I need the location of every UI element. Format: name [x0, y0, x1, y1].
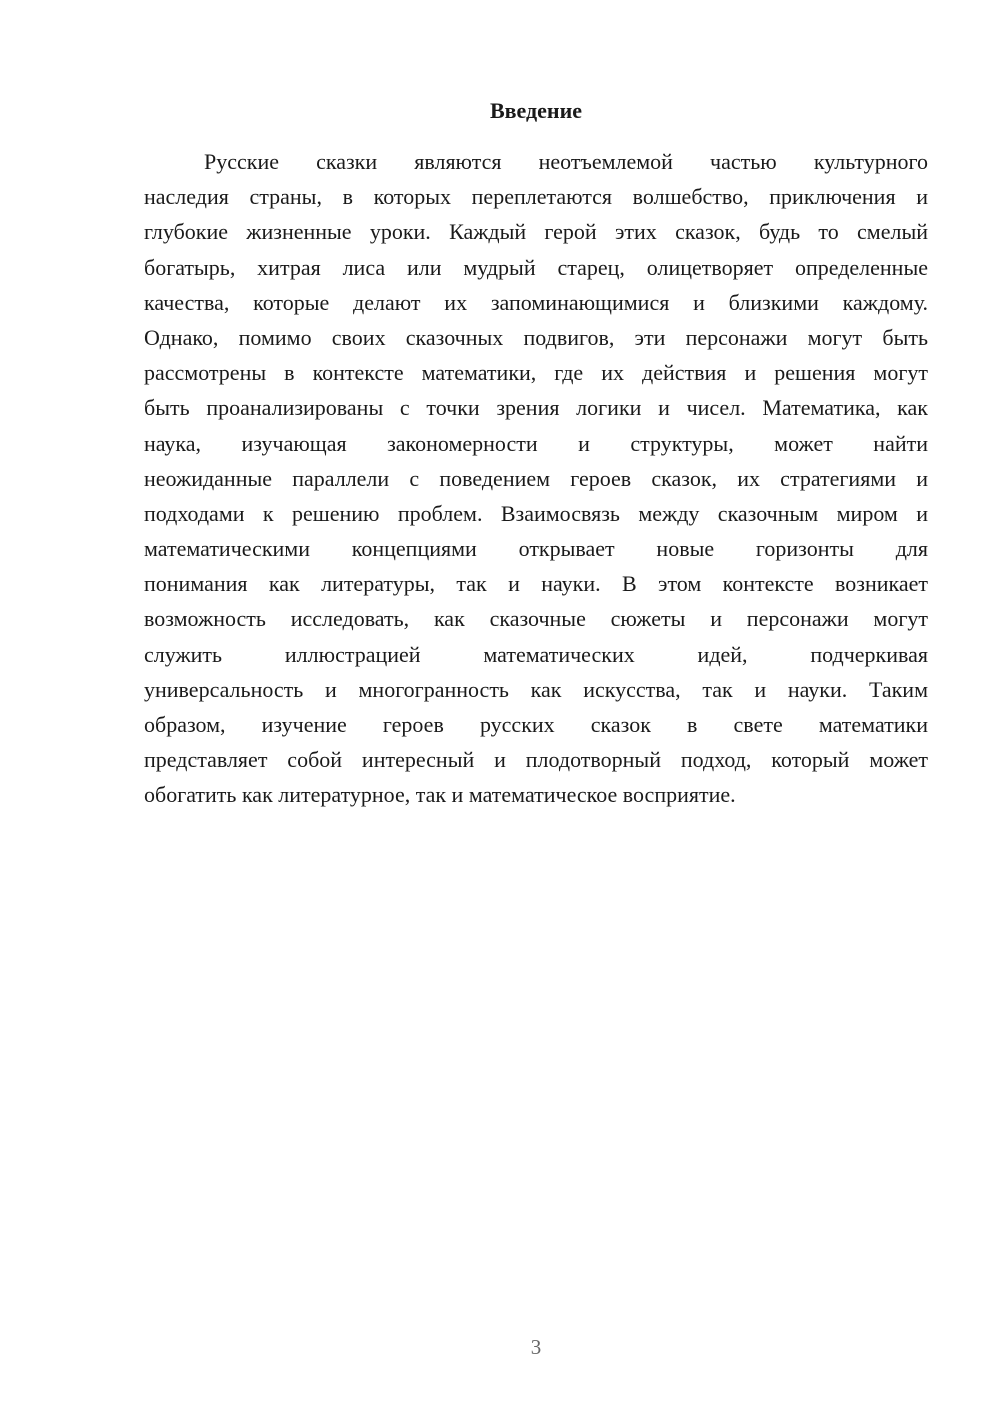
paragraph-line: рассмотрены в контексте математики, где их действия и решения могут [144, 360, 928, 386]
paragraph-line: быть проанализированы с точки зрения логики и чисел. Математика, как [144, 395, 928, 421]
paragraph-line: образом, изучение героев русских сказок в свете математики [144, 712, 928, 737]
paragraph-line: подходами к решению проблем. Взаимосвязь между сказочным миром и [144, 500, 928, 526]
paragraph-line: богатырь, хитрая лиса или мудрый старец, олицетворяет определенные [144, 254, 928, 280]
paragraph-line: неожиданные параллели с поведением героев сказок, их стратегиями и [144, 465, 928, 491]
paragraph-line: понимания как литературы, так и науки. В этом контексте возникает [144, 571, 928, 597]
paragraph-line: наука, изучающая закономерности и структуры, может найти [144, 430, 928, 456]
paragraph-line: универсальность и многогранность как искусства, так и науки. Таким [144, 676, 928, 702]
paragraph-line: представляет собой интересный и плодотворный подход, который может [144, 747, 928, 773]
paragraph-line: Однако, помимо своих сказочных подвигов, эти персонажи могут быть [144, 324, 928, 350]
paragraph-line: обогатить как литературное, так и математическое восприятие. [144, 782, 736, 808]
paragraph-line: глубокие жизненные уроки. Каждый герой этих сказок, будь то смелый [144, 219, 928, 245]
paragraph-line: Русские сказки являются неотъемлемой частью культурного [204, 149, 928, 174]
page-number: 3 [530, 1335, 542, 1359]
paragraph-line: математическими концепциями открывает новые горизонты для [144, 536, 928, 562]
body-paragraph [144, 144, 928, 813]
paragraph-line: качества, которые делают их запоминающимися и близкими каждому. [144, 289, 928, 315]
paragraph-line: служить иллюстрацией математических идей, подчеркивая [144, 641, 928, 667]
paragraph-line: наследия страны, в которых переплетаются волшебство, приключения и [144, 184, 928, 210]
paragraph-line: возможность исследовать, как сказочные сюжеты и персонажи могут [144, 606, 928, 632]
section-heading: Введение [489, 98, 583, 123]
